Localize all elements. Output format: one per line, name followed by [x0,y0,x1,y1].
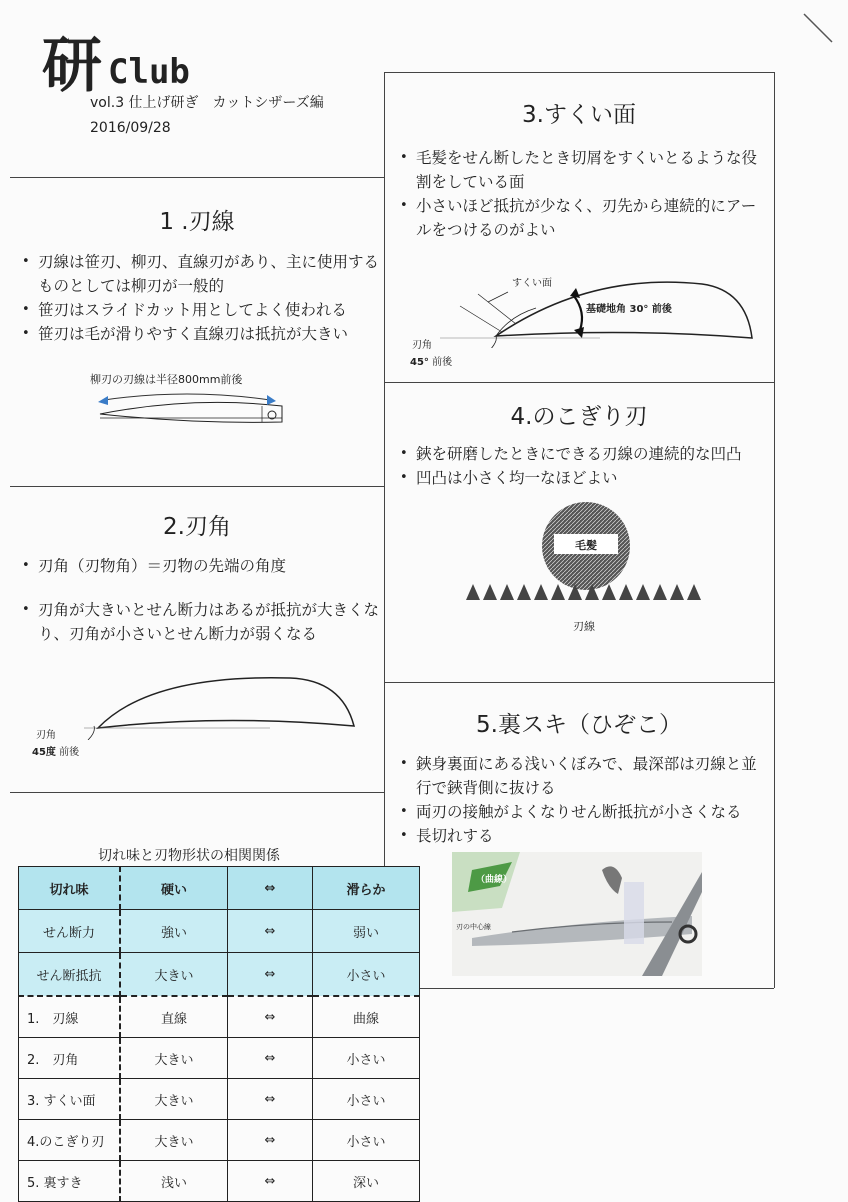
sec3-heading: 3.すくい面 [522,102,636,128]
sec1-bullet: • 笹刃はスライドカット用としてよく使われる [18,298,380,322]
sec2-bullets-1 [18,554,380,578]
table-cell: 深い [313,1161,420,1202]
table-cell: 大きい [120,1120,228,1161]
table-cell-arrow: ⇔ [228,910,313,953]
table-cell: 曲線 [313,996,420,1038]
sec2-bullet: • 刃角が大きいとせん断力はあるが抵抗が大きくなり、刃角が小さいとせん断力が弱くなる [18,598,380,646]
table-cell: せん断力 [19,910,121,953]
table-cell-arrow: ⇔ [228,1120,313,1161]
table-cell: 3. すくい面 [19,1079,121,1120]
divider-right-2 [384,382,774,383]
sec1-bullet: • 刃線は笹刃、柳刃、直線刃があり、主に使用するものとしては柳刃が一般的 [18,250,380,298]
sec2-label-value [32,743,79,758]
table-row [19,953,420,997]
sec5-bullet: • 長切れする [396,824,770,848]
table-cell: 切れ味 [19,867,121,910]
table-header-row [19,867,420,910]
sec3-label-value [410,353,452,368]
yanagiba-blade-diagram [92,386,302,432]
sec3-label-45: 45° [410,357,429,368]
page-title-kanji: 研 [42,31,100,101]
sec3-label-zengo: 前後 [428,357,453,368]
table-cell: 1. 刃線 [19,996,121,1038]
table-row [19,1161,420,1202]
sec3-label-rake: すくい面 [512,278,552,289]
table-cell: 直線 [120,996,228,1038]
issue-date: 2016/09/28 [90,120,171,136]
table-cell-arrow: ⇔ [228,1079,313,1120]
table-cell: 2. 刃角 [19,1038,121,1079]
sec2-label-angle: 刃角 [36,730,56,741]
table-cell-arrow: ⇔ [228,996,313,1038]
table-cell: 小さい [313,1079,420,1120]
sec2-label-zengo: 前後 [55,747,80,758]
sec1-heading: 1 .刃線 [159,209,235,235]
sec5-bullet: • 鋏身裏面にある浅いくぼみで、最深部は刃線と並行で鋏背側に抜ける [396,752,770,800]
sec5-bullet: • 両刃の接触がよくなりせん断抵抗が小さくなる [396,800,770,824]
page-title-latin: Club [108,52,190,92]
table-row [19,1038,420,1079]
table-cell: せん断抵抗 [19,953,121,997]
sec3-label-angle: 刃角 [412,340,432,351]
divider-top-right [384,72,774,73]
sec3-bullet: • 小さいほど抵抗が少なく、刃先から連続的にアールをつけるのがよい [396,194,770,242]
table-cell-arrow: ⇔ [228,867,313,910]
table-cell: 5. 裏すき [19,1161,121,1202]
sec4-bullets [396,442,770,490]
table-row [19,910,420,953]
table-row [19,1079,420,1120]
sec4-edge-label: 刃線 [573,620,595,633]
volume-subtitle: vol.3 仕上げ研ぎ カットシザーズ編 [90,95,324,111]
table-title: 切れ味と刃物形状の相関関係 [98,848,280,864]
blade-angle-diagram [70,660,370,740]
divider-right-edge [774,72,775,988]
table-cell: 滑らか [313,867,420,910]
table-cell: 小さい [313,1120,420,1161]
hollow-grind-photo [452,852,702,976]
photo-label-curve: （曲線） [476,875,513,885]
sec3-bullet: • 毛髪をせん断したとき切屑をすくいとるような役割をしている面 [396,146,770,194]
sec1-diagram-caption: 柳刃の刃線は半径800mm前後 [90,373,243,386]
sec3-label-base-angle: 基礎地角 30° 前後 [586,304,672,315]
table-cell: 大きい [120,1038,228,1079]
table-row [19,996,420,1038]
table-cell: 硬い [120,867,228,910]
divider-right-bottom [384,988,774,989]
divider-vertical [384,72,385,988]
corner-mark [800,10,840,50]
sec5-heading: 5.裏スキ（ひぞこ） [476,712,682,738]
table-cell: 強い [120,910,228,953]
saw-teeth-diagram [466,580,702,602]
table-cell-arrow: ⇔ [228,1161,313,1202]
table-row [19,1120,420,1161]
table-cell: 大きい [120,953,228,997]
sec4-hair-label: 毛髪 [575,539,597,552]
sec2-bullets-2 [18,598,380,646]
sec2-heading: 2.刃角 [163,514,231,540]
table-cell: 弱い [313,910,420,953]
sec4-bullet: • 鋏を研磨したときにできる刃線の連続的な凹凸 [396,442,770,466]
table-cell: 4.のこぎり刃 [19,1120,121,1161]
table-cell: 小さい [313,953,420,997]
sec2-bullet: • 刃角（刃物角）＝刃物の先端の角度 [18,554,380,578]
sec4-bullet: • 凹凸は小さく均一なほどよい [396,466,770,490]
divider-top-left [10,177,384,178]
photo-label-centerline: 刃の中心線 [456,923,491,931]
table-cell-arrow: ⇔ [228,1038,313,1079]
sec1-bullets [18,250,380,346]
table-cell: 浅い [120,1161,228,1202]
table-cell: 小さい [313,1038,420,1079]
sec1-bullet: • 笹刃は毛が滑りやすく直線刃は抵抗が大きい [18,322,380,346]
divider-left-3 [10,792,384,793]
divider-left-2 [10,486,384,487]
sec5-bullets [396,752,770,848]
sec4-heading: 4.のこぎり刃 [510,404,648,430]
table-cell-arrow: ⇔ [228,953,313,997]
sec3-bullets [396,146,770,242]
scissors-photo-illustration [452,852,702,976]
correlation-table [18,866,420,1202]
divider-right-3 [384,682,774,683]
sec2-label-45: 45度 [32,747,56,758]
table-cell: 大きい [120,1079,228,1120]
